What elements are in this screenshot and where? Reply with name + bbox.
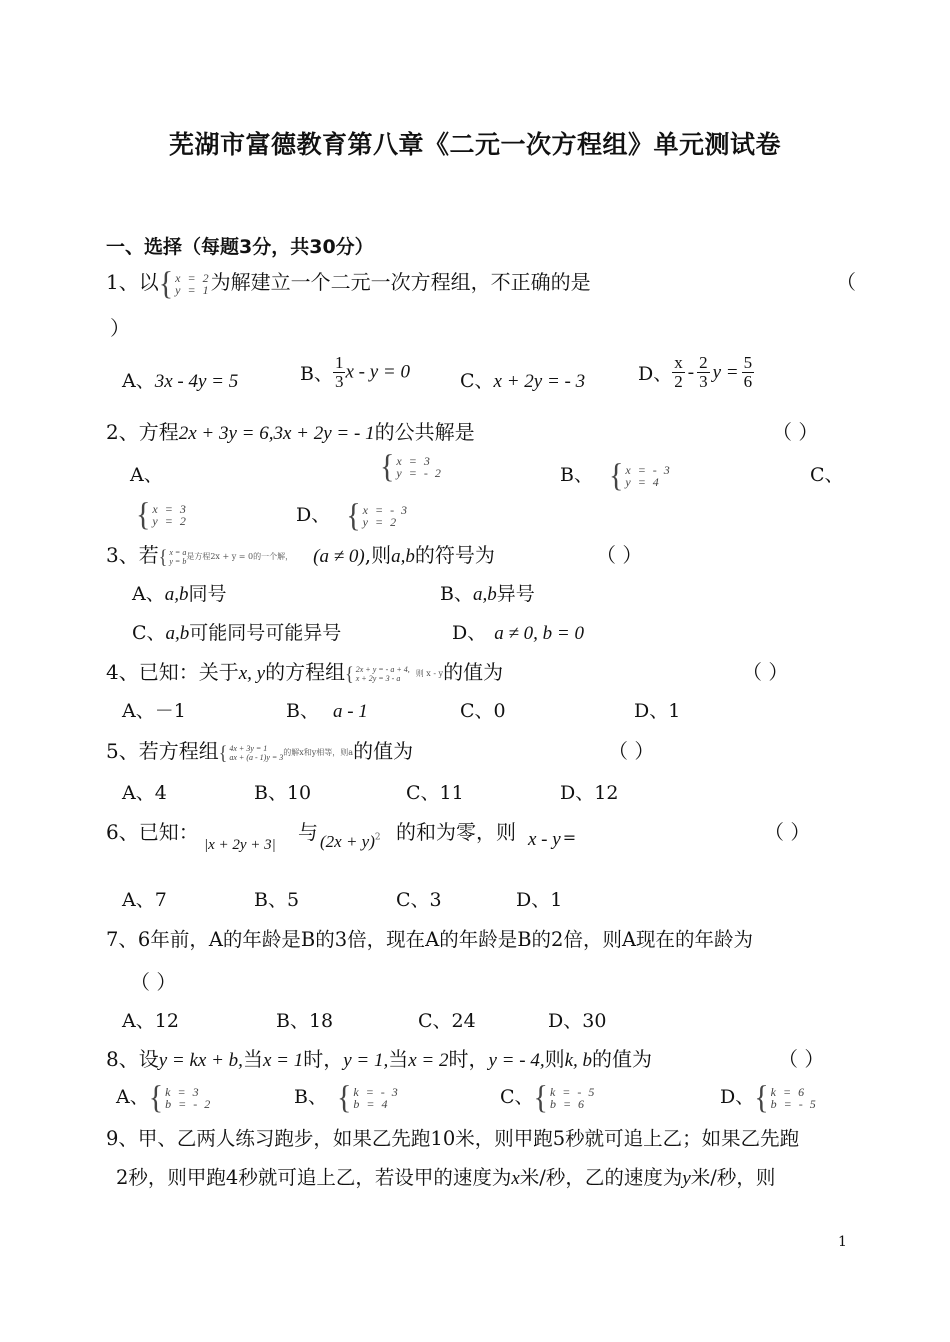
q7-answer-paren: （ ） [130,970,177,994]
q3-answer-paren: （ ） [596,543,643,567]
q8-option-d: D、 { k = 6 b = - 5 [720,1079,818,1116]
page-title: 芜湖市富德教育第八章《二元一次方程组》单元测试卷 [168,130,781,159]
q1-equation-system: { x = 2 y = 1 [158,264,211,302]
q2-option-a: { x = 3 y = - 2 [380,448,443,485]
q1-option-b: B、 $\frac{1}{3}$ x - y = 0 [300,353,410,391]
q3-option-a: A、a,b同号 [132,583,227,605]
q2-option-c-label: C、 [810,464,844,486]
q6-answer-paren: （ ） [764,820,811,844]
q5-option-b: B、10 [254,782,312,804]
q6-option-b: B、5 [254,889,300,911]
q6-option-d: D、1 [516,889,563,911]
q2-answer-paren: （ ） [772,420,819,444]
question-7: 7、6年前，A的年龄是B的3倍，现在A的年龄是B的2倍，则A现在的年龄为 [106,928,754,951]
q3-option-c: C、a,b可能同号可能异号 [132,622,342,644]
q2-option-b: B、 { x = - 3 y = 4 [560,457,672,494]
q6-absolute-expression: |x + 2y + 3| [204,837,276,853]
q2-option-a-label: A、 [130,464,163,486]
q8-option-c: C、 { k = - 5 b = 6 [500,1079,597,1116]
q2-option-d: D、 { x = - 3 y = 2 [296,497,410,534]
q8-answer-paren: （ ） [778,1047,825,1071]
q5-option-d: D、12 [560,782,619,804]
question-1 [106,264,591,302]
q7-option-d: D、30 [548,1010,607,1032]
q6-option-c: C、3 [396,889,442,911]
q1-prefix: 1、以 [106,270,159,294]
question-4: 4、已知：关于x, y的方程组 { 2x + y = - a + 4, x + 2y = 3 - a 则 x - y的值为 [106,660,504,685]
q4-option-d: D、1 [634,700,681,722]
q7-option-b: B、18 [276,1010,334,1032]
q6-text: 的和为零，则 [396,820,516,844]
q4-equation-system: { 2x + y = - a + 4, x + 2y = 3 - a [345,662,410,685]
section-heading: 一、选择（每题3分，共30分） [106,236,374,258]
question-6: 6、已知： [106,820,199,844]
q5-equation-system: { 4x + 3y = 1 ax + (a - 1)y = 3 [218,741,284,764]
page-number: 1 [838,1234,847,1250]
question-5: 5、若方程组 { 4x + 3y = 1 ax + (a - 1)y = 3 的解x和y相等，则a的值为 [106,739,414,764]
q3-option-b: B、a,b异号 [440,583,535,605]
q6-difference: x - y = [528,828,577,850]
q7-option-c: C、24 [418,1010,476,1032]
q6-square-expression: $(2x + y)^2$ [320,832,381,851]
q4-option-c: C、0 [460,700,506,722]
q7-option-a: A、12 [122,1010,179,1032]
q1-text: 为解建立一个二元一次方程组，不正确的是 [210,270,591,294]
q8-option-a: A、 { k = 3 b = - 2 [116,1079,213,1116]
q2-option-c: { x = 3 y = 2 [136,496,188,533]
q1-option-a: A、3x - 4y = 5 [122,370,239,392]
q1-option-d: D、 $\frac{x}{2}$ - $\frac{2}{3}$ y = $\frac{5}{6}$ [638,353,753,391]
q5-answer-paren: （ ） [608,739,655,763]
q8-option-b: B、 { k = - 3 b = 4 [294,1079,400,1116]
question-8: 8、设y = kx + b,当x = 1时，y = 1,当x = 2时，y = - 4,则k, b的值为 [106,1047,653,1071]
question-2: 2、方程2x + 3y = 6,3x + 2y = - 1的公共解是 [106,420,475,444]
q5-option-c: C、11 [406,782,464,804]
question-9-line-2: 2秒，则甲跑4秒就可追上乙，若设甲的速度为x米/秒，乙的速度为y米/秒，则 [116,1166,776,1189]
q4-option-b: B、 a - 1 [286,700,368,722]
q3-equation-system: { x = a y = b [158,545,187,568]
q2-equation: 2x + 3y = 6,3x + 2y = - 1 [178,423,375,444]
q4-answer-paren: （ ） [742,660,789,684]
q1-paren-close: ） [110,316,130,340]
q3-option-d: D、 a ≠ 0, b = 0 [452,622,584,644]
question-9-line-1: 9、甲、乙两人练习跑步，如果乙先跑10米，则甲跑5秒就可追上乙；如果乙先跑 [106,1127,800,1150]
q6-with: 与 [298,820,318,844]
q6-option-a: A、7 [122,889,167,911]
q1-paren-open: （ [836,270,856,294]
q5-option-a: A、4 [122,782,167,804]
q1-option-c: C、x + 2y = - 3 [460,370,586,392]
question-3: 3、若 { x = a y = b 是方程2x + y = 0的一个解， (a ≠ 0),则a,b的符号为 [106,543,495,568]
q4-option-a: A、－1 [122,700,186,722]
